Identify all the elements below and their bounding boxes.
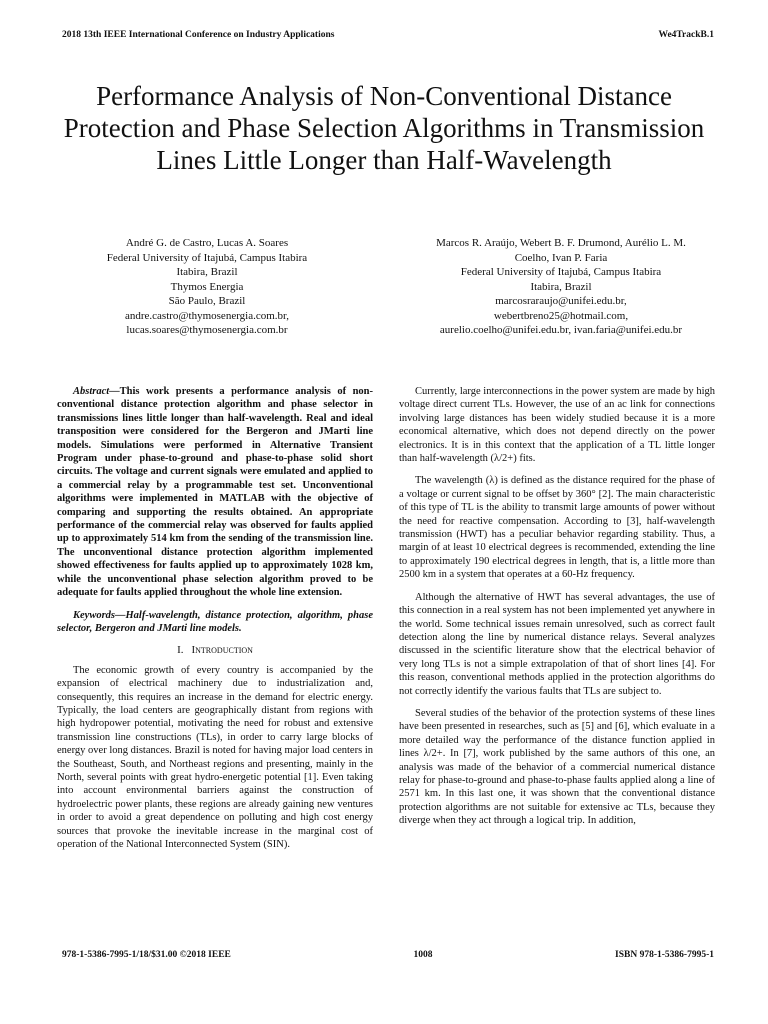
section-number: I. — [177, 644, 184, 657]
author-section — [60, 236, 708, 338]
author-email: aurelio.coelho@unifei.edu.br, ivan.faria@unifei.edu.br — [439, 324, 683, 336]
section-heading — [57, 644, 373, 657]
author-block-right — [384, 236, 708, 338]
author-line: André G. de Castro, Lucas A. Soares — [125, 237, 289, 249]
right-column — [399, 385, 715, 930]
body-paragraph: Several studies of the behavior of the protection systems of these lines have been presented in researches, such as [5] and [6], which evaluate in a more detailed way the performance of the distance function applied in lines λ/2+. In [7], work published by the same authors of this one, an analysis was made of the behavior of a commercial numerical distance relay for phase-to-ground and phase-to-phase faults applied along a line of 2571 km. In this last one, it was shown that the conventional distance protection algorithms are not suitable for extensive ac TLs, because they diverge when they act through a logical trip. In addition, — [399, 707, 715, 827]
abstract-lead: Abstract — [73, 386, 110, 397]
author-block-left — [60, 236, 384, 338]
running-header — [62, 30, 714, 40]
author-line: Coelho, Ivan P. Faria — [514, 251, 608, 264]
author-line: São Paulo, Brazil — [168, 295, 246, 307]
body-paragraph: Currently, large interconnections in the power system are made by high voltage direct current TLs. However, the use of an ac link for connections involving large distances has been widely studied because it is a more economical alternative, which does not depend directly on the power electronics. It is in this context that the application of a TL little longer than half-wavelength (λ/2+) fits. — [399, 386, 715, 465]
conference-name: 2018 13th IEEE International Conference on Industry Applications — [62, 30, 335, 40]
session-id: We4TrackB.1 — [658, 30, 714, 40]
page-number: 1008 — [413, 950, 433, 960]
section-title: Introduction — [191, 644, 253, 657]
body-columns — [57, 385, 715, 930]
keywords-lead: Keywords — [73, 609, 115, 621]
author-line: Itabira, Brazil — [176, 266, 238, 278]
left-column — [57, 385, 373, 930]
body-paragraph: Although the alternative of HWT has several advantages, the use of this connection in a real system has not been implemented yet anywhere in the world. Some technical issues remain unresolved, such as correct fault detection along the line by numerical distance relays. Several analyzes discussed in the scientific literature show that the electrical behavior of very long TLs is not a simple extrapolation of that of short lines [4]. For this reason, conventional methods applied in the protection algorithms do not correctly identify the various faults that TLs are subject to. — [399, 591, 715, 697]
author-line: Federal University of Itajubá, Campus Itabira — [460, 266, 662, 278]
keywords — [57, 609, 373, 636]
paper-title: Performance Analysis of Non-Conventional Distance Protection and Phase Selection Algorithms in Transmission Lines Little Longer than Half-Wavelength — [63, 81, 705, 175]
abstract-text: —This work presents a performance analysis of non-conventional distance protection algorithm and phase selector in transmissions lines little longer than half-wavelength. Real and ideal transposition were considered for the Bergeron and JMarti line models. Simulations were performed in Alternative Transient Program under phase-to-ground and phase-to-phase solid short circuits. The voltage and current signals were emulated and applied to a commercial relay by a programmable test set. Unconventional algorithms were implemented in MATLAB with the objective of comparing and supporting the results obtained. An appropriate performance of the commercial relay was observed for faults applied up to approximately 514 km from the sending of the transmission line. The unconventional distance protection algorithm implemented showed effectiveness for faults applied up to approximately 1028 km, while the unconventional phase selection algorithm proved to be adequate for faults applied throughout the whole line extension. — [57, 386, 373, 599]
footer-isbn-left: 978-1-5386-7995-1/18/$31.00 ©2018 IEEE — [62, 950, 231, 960]
author-line: Thymos Energia — [170, 280, 244, 293]
author-line: Itabira, Brazil — [530, 280, 592, 293]
footer-isbn-right: ISBN 978-1-5386-7995-1 — [615, 950, 714, 960]
abstract — [57, 385, 373, 600]
author-email: andre.castro@thymosenergia.com.br, — [124, 309, 290, 322]
author-line: Federal University of Itajubá, Campus Itabira — [106, 251, 308, 264]
body-paragraph: The wavelength (λ) is defined as the distance required for the phase of a voltage or current signal to be offset by 360° [2]. The main characteristic of this type of TL is the ability to transmit large amounts of power without the need for reactive compensation. According to [3], half-wavelength transmission (HWT) has a peculiar behavior regarding stability. Thus, a margin of at least 10 electrical degrees is recommended, extending the line to approximately 190 electrical degrees in length, that is, a little more than 2500 km in a system that operates at a 60-Hz frequency. — [399, 475, 715, 581]
author-email: marcosraraujo@unifei.edu.br, — [495, 295, 627, 307]
author-email: lucas.soares@thymosenergia.com.br — [126, 324, 288, 336]
author-email: webertbreno25@hotmail.com, — [493, 309, 629, 322]
author-line: Marcos R. Araújo, Webert B. F. Drumond, Aurélio L. M. — [436, 237, 686, 249]
keywords-text: —Half-wavelength, distance protection, algorithm, phase selector, Bergeron and JMarti line models. — [57, 609, 373, 634]
page-footer — [62, 950, 714, 960]
intro-paragraph: The economic growth of every country is accompanied by the expansion of electrical machinery due to industrialization and, consequently, this requires an increase in the demand for electric energy. Typically, the load centers are geographically distant from regions with high hydropower potential, motivating the need for robust and extensive transmission line constructions (TLs), in order to carry large blocks of energy over long distances. Brazil is noted for having major load centers in the Southeast, South, and Northeast regions and presenting, mainly in the North, several points with great hydro-energetic potential [1]. Even taking into account environmental barriers against the construction of hydroelectric power plants, these regions are already gaining new ventures in order to avoid a great dependence on polluting and high cost energy sources that provoke the inevitable increase in the marginal cost of operation of the National Interconnected System (SIN). — [57, 664, 373, 850]
